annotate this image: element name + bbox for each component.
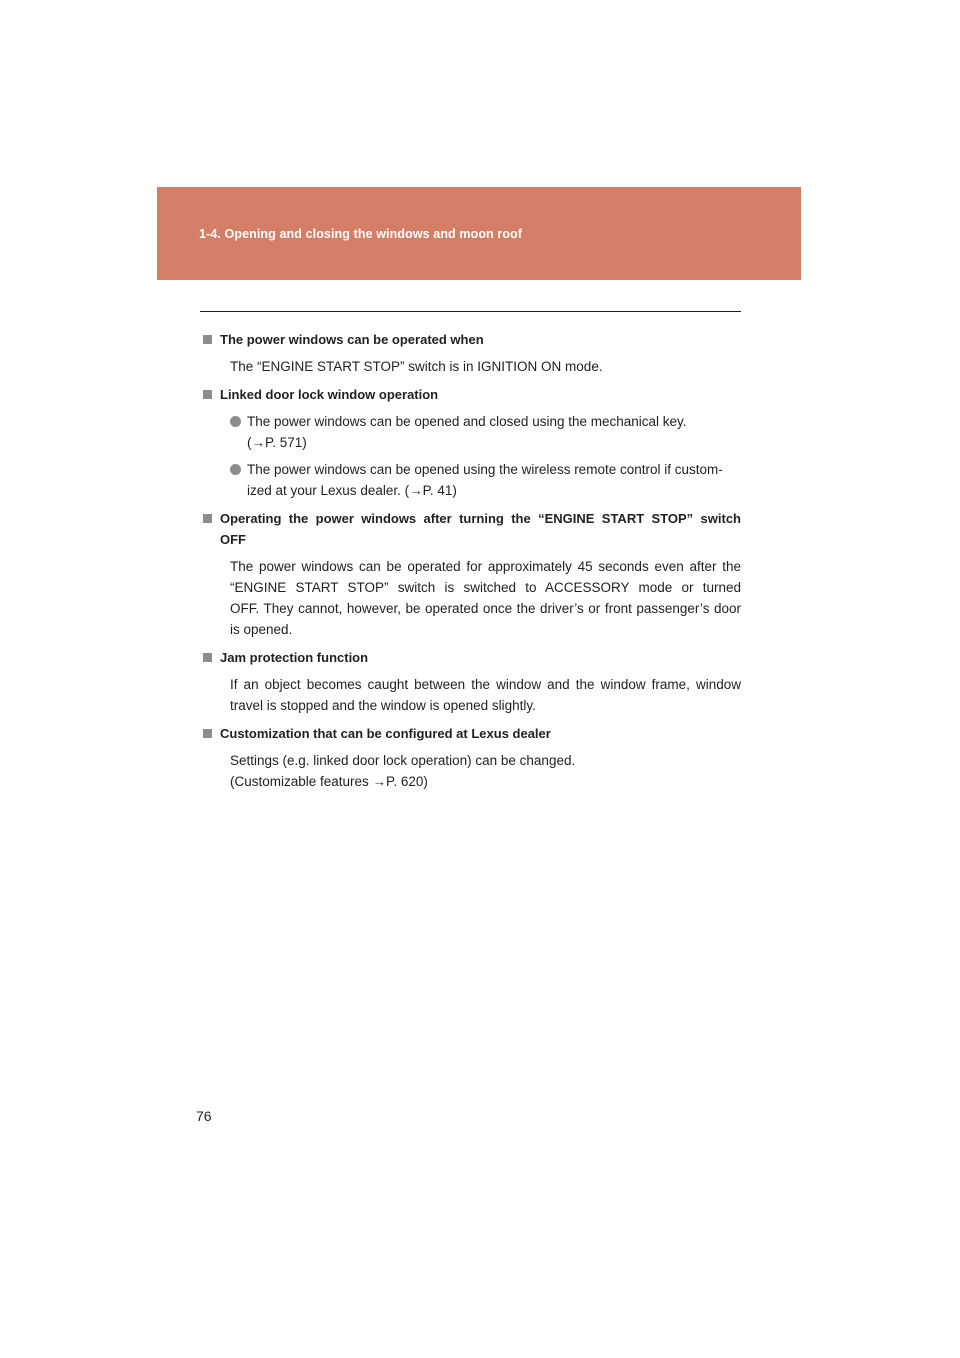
heading-text: OFF <box>220 532 246 547</box>
horizontal-rule <box>200 311 741 312</box>
body-line: If an object becomes caught between the window and the window frame, window <box>230 677 741 692</box>
section-heading <box>200 647 741 668</box>
section-heading <box>200 329 741 350</box>
section-body <box>200 674 741 716</box>
bullet-line: The power windows can be opened using the wireless remote control if custom- <box>247 462 723 477</box>
circle-bullet-icon <box>230 416 241 427</box>
bullet-item <box>200 459 741 501</box>
section-header-band <box>157 187 801 280</box>
section-body <box>200 556 741 640</box>
heading-text: Customization that can be configured at Lexus dealer <box>220 726 551 741</box>
body-line: travel is stopped and the window is opened slightly. <box>230 698 536 713</box>
heading-text: Linked door lock window operation <box>220 387 439 402</box>
section-linked-door-lock <box>200 384 741 501</box>
page-reference-link[interactable]: (→P. 571) <box>247 435 307 450</box>
section-body <box>200 356 741 377</box>
page-reference-link[interactable]: (Customizable features →P. 620) <box>230 774 428 789</box>
bullet-item <box>200 411 741 453</box>
section-jam-protection <box>200 647 741 716</box>
section-power-windows-operated <box>200 329 741 377</box>
page-content <box>200 329 741 799</box>
section-title: 1-4. Opening and closing the windows and moon roof <box>199 227 523 241</box>
section-heading <box>200 508 741 550</box>
bullet-line: The power windows can be opened and closed using the mechanical key. <box>247 414 687 429</box>
square-bullet-icon <box>203 653 212 662</box>
body-line: is opened. <box>230 622 293 637</box>
bullet-line: ized at your Lexus dealer. (→P. 41) <box>247 483 457 498</box>
section-after-switch-off <box>200 508 741 640</box>
heading-text: The power windows can be operated when <box>220 332 484 347</box>
section-heading <box>200 384 741 405</box>
heading-text: Operating the power windows after turning the “ENGINE START STOP” switch <box>220 511 741 526</box>
section-body <box>200 750 741 792</box>
body-line: Settings (e.g. linked door lock operation) can be changed. <box>230 753 576 768</box>
square-bullet-icon <box>203 729 212 738</box>
page-number: 76 <box>196 1108 212 1124</box>
circle-bullet-icon <box>230 464 241 475</box>
heading-text: Jam protection function <box>220 650 369 665</box>
square-bullet-icon <box>203 390 212 399</box>
square-bullet-icon <box>203 335 212 344</box>
body-line: “ENGINE START STOP” switch is switched to ACCESSORY mode or turned <box>230 580 741 595</box>
square-bullet-icon <box>203 514 212 523</box>
section-heading <box>200 723 741 744</box>
body-line: The power windows can be operated for approximately 45 seconds even after the <box>230 559 741 574</box>
body-line: The “ENGINE START STOP” switch is in IGNITION ON mode. <box>230 359 603 374</box>
body-line: OFF. They cannot, however, be operated once the driver’s or front passenger’s door <box>230 601 741 616</box>
section-customization <box>200 723 741 792</box>
